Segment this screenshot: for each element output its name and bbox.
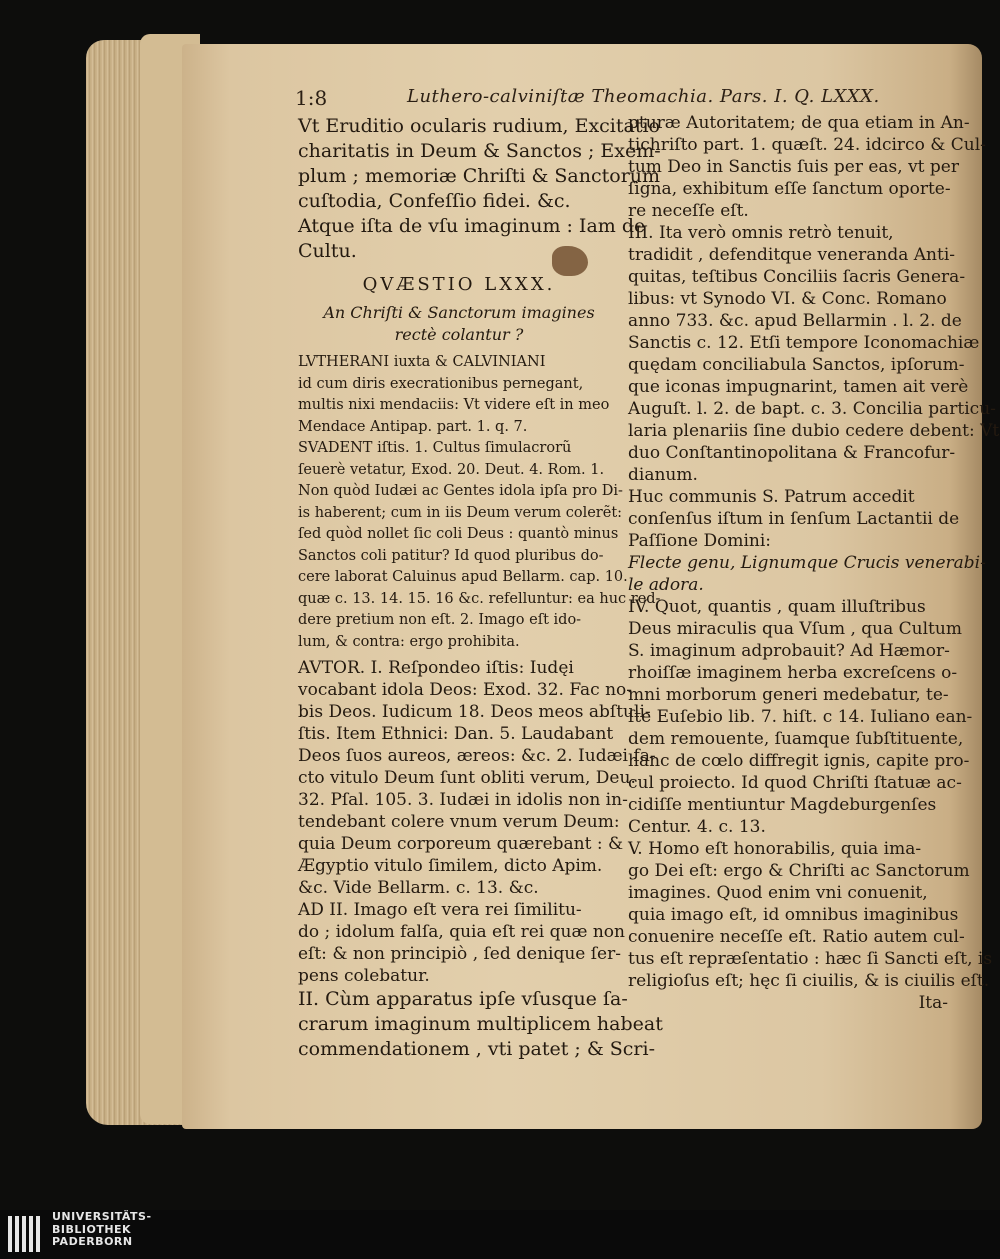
text-line: AD II. Imago eſt vera rei ſimilitu- [298,900,582,920]
text-line: ſte Euſebio lib. 7. hiſt. c 14. Iuliano ean- [628,707,973,727]
text-line: quitas, teſtibus Conciliis ſacris Genera- [628,267,966,287]
text-line: V. Homo eſt honorabilis, quia ima- [628,839,922,859]
text-line: Vt Eruditio ocularis rudium, Excitatio [298,115,660,137]
text-line: cere laborat Caluinus apud Bellarm. cap. 10. [298,569,628,585]
text-line: commendationem , vti patet ; & Scri- [298,1038,656,1060]
text-line: ſed quòd nollet ſic coli Deus : quantò minus [298,526,619,542]
text-line: religioſus eſt; hęc ſi ciuilis, & is ciuilis eſt. [628,971,990,991]
text-line: is haberent; cum in iis Deum verum colerẽt: [298,504,623,521]
question-title: QVÆSTIO LXXX. [362,274,556,295]
text-line: mni morborum generi medebatur, te- [628,685,949,705]
text-line: Deus miraculis qua Vſum , qua Cultum [628,619,962,639]
text-line: lum, & contra: ergo prohibita. [298,633,520,650]
text-line: tus eſt repræſentatio : hæc ſi Sancti eſt, is [628,949,993,969]
text-line: tichriſto part. 1. quæſt. 24. idcirco & Cul- [628,135,986,155]
logo-line: UNIVERSITÄTS- [52,1210,152,1223]
question-subtitle: An Chriſti & Sanctorum imagines [323,303,595,322]
text-line: crarum imaginum multiplicem habeat [298,1013,663,1035]
text-line: Atque iſta de vſu imaginum : Iam de [298,215,646,237]
text-line: Centur. 4. c. 13. [628,817,766,837]
text-line: do ; idolum falſa, quia eſt rei quæ non [298,922,625,942]
text-line: Deos ſuos aureos, æreos: &c. 2. Iudæi fa- [298,746,656,766]
text-line: dianum. [628,465,698,485]
text-line: II. Cùm apparatus ipſe vſusque ſa- [298,988,628,1010]
text-line: laria plenariis ſine dubio cedere debent: Vt [628,421,1000,441]
text-line: quia imago eſt, id omnibus imaginibus [628,905,959,925]
text-line: Non quòd Iudæi ac Gentes idola ipſa pro Di- [298,483,623,499]
text-line: rhoiſſæ imaginem herba excreſcens o- [628,663,958,683]
logo-line: PADERBORN [52,1235,133,1248]
text-line: dem remouente, ſuamque ſubſtituente, [628,729,964,749]
text-line: tendebant colere vnum verum Deum: [298,812,620,832]
text-line: cidiſſe mentiuntur Magdeburgenſes [628,795,937,815]
text-line: hanc de cœlo diffregit ignis, capite pro- [628,751,970,771]
page-number: 1:8 [295,86,328,110]
text-line: plum ; memoriæ Chriſti & Sanctorum [298,165,661,187]
text-line: charitatis in Deum & Sanctos ; Exem- [298,140,661,162]
catchword: Ita- [918,993,948,1013]
text-line: conſenſus iſtum in ſenſum Lactantii de [628,509,960,529]
text-line: cto vitulo Deum ſunt obliti verum, Deu. [298,768,636,788]
text-line: ſeuerè vetatur, Exod. 20. Deut. 4. Rom. 1. [298,461,605,478]
text-line: Auguſt. l. 2. de bapt. c. 3. Concilia particu- [628,399,996,419]
page-header [295,86,945,114]
question-subtitle: rectè colantur ? [394,325,524,344]
left-body-text [298,352,661,653]
text-line: LVTHERANI iuxta & CALVINIANI [298,354,546,370]
text-line: Paſſione Domini: [628,531,772,551]
text-line: Mendace Antipap. part. 1. q. 7. [298,418,528,435]
text-line: imagines. Quod enim vni conuenit, [628,883,928,903]
text-line: libus: vt Synodo VI. & Conc. Romano [628,289,947,309]
text-line: cuſtodia, Confeſſio fidei. &c. [298,190,571,212]
text-line: Cultu. [298,240,357,262]
text-line: id cum diris execrationibus pernegant, [298,375,584,392]
text-line: ſigna, exhibitum eſſe ſanctum oporte- [628,179,951,199]
text-line: SVADENT iſtis. 1. Cultus ſimulacrorũ [298,440,572,456]
running-head: Luthero-calviniſtæ Theomachia. Pars. I. Q. LXXX. [407,86,880,107]
text-line: quia Deum corporeum quærebant : & [298,834,624,854]
text-line: go Dei eſt: ergo & Chriſti ac Sanctorum [628,861,970,881]
text-line: que iconas impugnarint, tamen ait verè [628,377,969,397]
text-line: &c. Vide Bellarm. c. 13. &c. [298,878,539,898]
text-line: III. Ita verò omnis retrò tenuit, [628,223,894,243]
text-line: tradidit , defenditque veneranda Anti- [628,245,956,265]
text-line: pens colebatur. [298,966,430,986]
text-line: multis nixi mendaciis: Vt videre eſt in meo [298,397,610,413]
text-line: vocabant idola Deos: Exod. 32. Fac no- [298,680,632,700]
text-line: bis Deos. Iudicum 18. Deos meos abſtuli- [298,702,651,722]
text-line: AVTOR. I. Reſpondeo iſtis: Iudęi [298,658,574,678]
library-logo-text [52,1211,152,1249]
text-line: ſtis. Item Ethnici: Dan. 5. Laudabant [298,724,614,744]
text-line: S. imaginum adprobauit? Ad Hæmor- [628,641,950,661]
text-line: anno 733. &c. apud Bellarmin . l. 2. de [628,311,962,331]
text-line: quæ c. 13. 14. 15. 16 &c. refelluntur: ea huc red- [298,590,661,607]
text-line: conuenire neceſſe eſt. Ratio autem cul- [628,927,965,947]
text-line: dere pretium non eſt. 2. Imago eſt ido- [298,612,582,628]
text-line: 32. Pſal. 105. 3. Iudæi in idolis non in- [298,790,628,810]
text-line: Sanctis c. 12. Etſi tempore Iconomachiæ [628,333,980,353]
text-line: eſt: & non principiò , ſed denique ſer- [298,944,621,964]
text-line: duo Conſtantinopolitana & Francofur- [628,443,956,463]
logo-line: BIBLIOTHEK [52,1222,132,1236]
right-column [628,112,1000,1014]
text-line: le adora. [628,575,704,595]
library-logo-icon [6,1212,46,1256]
text-line: quędam conciliabula Sanctos, ipſorum- [628,355,965,375]
left-bottom-text [298,657,663,1062]
text-line: Sanctos coli patitur? Id quod pluribus do- [298,547,604,564]
text-line: re neceſſe eſt. [628,201,749,221]
text-line: tum Deo in Sanctis ſuis per eas, vt per [628,157,959,177]
footer-bar [0,1210,1000,1259]
text-line: Ægyptio vitulo ſimilem, dicto Apim. [298,856,603,876]
text-line: pturæ Autoritatem; de qua etiam in An- [628,113,970,133]
text-line: IV. Quot, quantis , quam illuſtribus [628,597,926,617]
text-line: cul proiecto. Id quod Chriſti ſtatuæ ac- [628,773,962,793]
left-top-text [298,114,661,264]
text-line: Flecte genu, Lignumque Crucis venerabi- [628,553,986,573]
text-line: Huc communis S. Patrum accedit [628,487,915,507]
